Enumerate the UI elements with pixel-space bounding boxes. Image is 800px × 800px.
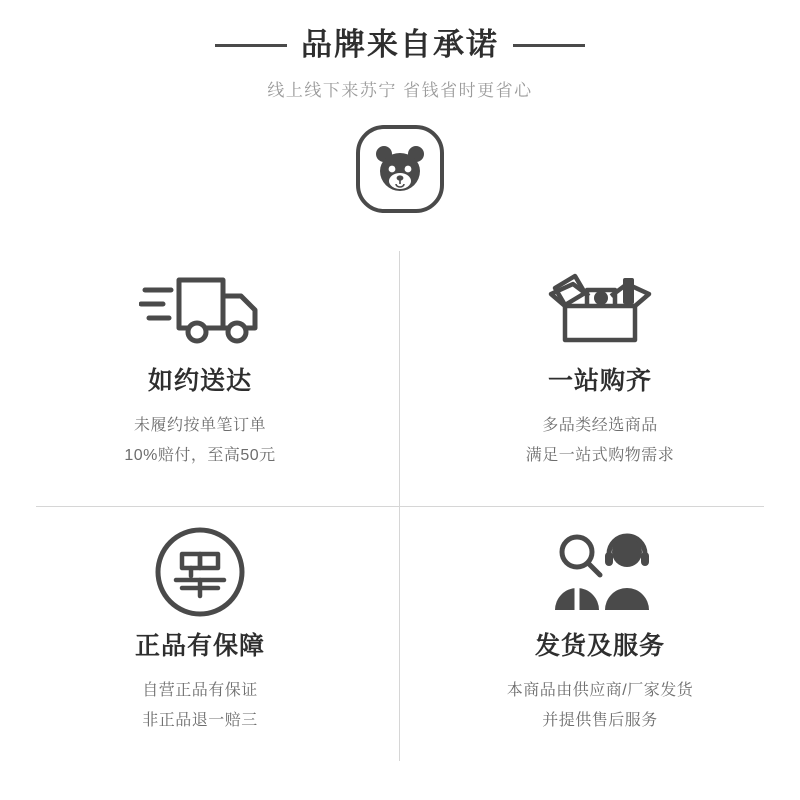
delivery-truck-icon (139, 259, 261, 355)
open-box-products-icon (539, 259, 661, 355)
feature-lines (526, 411, 675, 470)
feature-line: 未履约按单笔订单 (133, 417, 266, 435)
feature-lines (142, 676, 258, 735)
title-rule-left (215, 44, 287, 47)
page-subtitle: 线上线下来苏宁 省钱省时更省心 (267, 81, 533, 101)
feature-cell-service (400, 506, 800, 771)
feature-line: 并提供售后服务 (542, 711, 658, 729)
feature-title: 一站购齐 (547, 367, 652, 396)
feature-cell-authentic (0, 506, 400, 771)
title-row (0, 28, 800, 62)
features-grid (0, 241, 800, 771)
feature-title: 如约送达 (147, 367, 252, 396)
customer-service-icon (539, 524, 661, 620)
feature-line: 本商品由供应商/厂家发货 (506, 682, 694, 700)
mascot-wrap (0, 123, 800, 215)
page-header (0, 0, 800, 101)
page-title: 品牌来自承诺 (301, 27, 499, 62)
feature-line: 10%赔付，至高50元 (124, 446, 276, 464)
feature-line: 满足一站式购物需求 (525, 446, 675, 464)
feature-title: 正品有保障 (134, 632, 265, 661)
feature-line: 自营正品有保证 (142, 682, 258, 700)
feature-line: 多品类经选商品 (542, 417, 658, 435)
grid-horizontal-divider (36, 506, 764, 507)
suning-lion-mascot-icon (354, 123, 446, 215)
feature-title: 发货及服务 (534, 632, 665, 661)
feature-cell-delivery (0, 241, 400, 506)
quality-seal-icon (152, 524, 248, 620)
feature-lines (507, 676, 693, 735)
feature-cell-one-stop (400, 241, 800, 506)
feature-lines (124, 411, 275, 470)
feature-line: 非正品退一赔三 (142, 711, 258, 729)
title-rule-right (513, 44, 585, 47)
